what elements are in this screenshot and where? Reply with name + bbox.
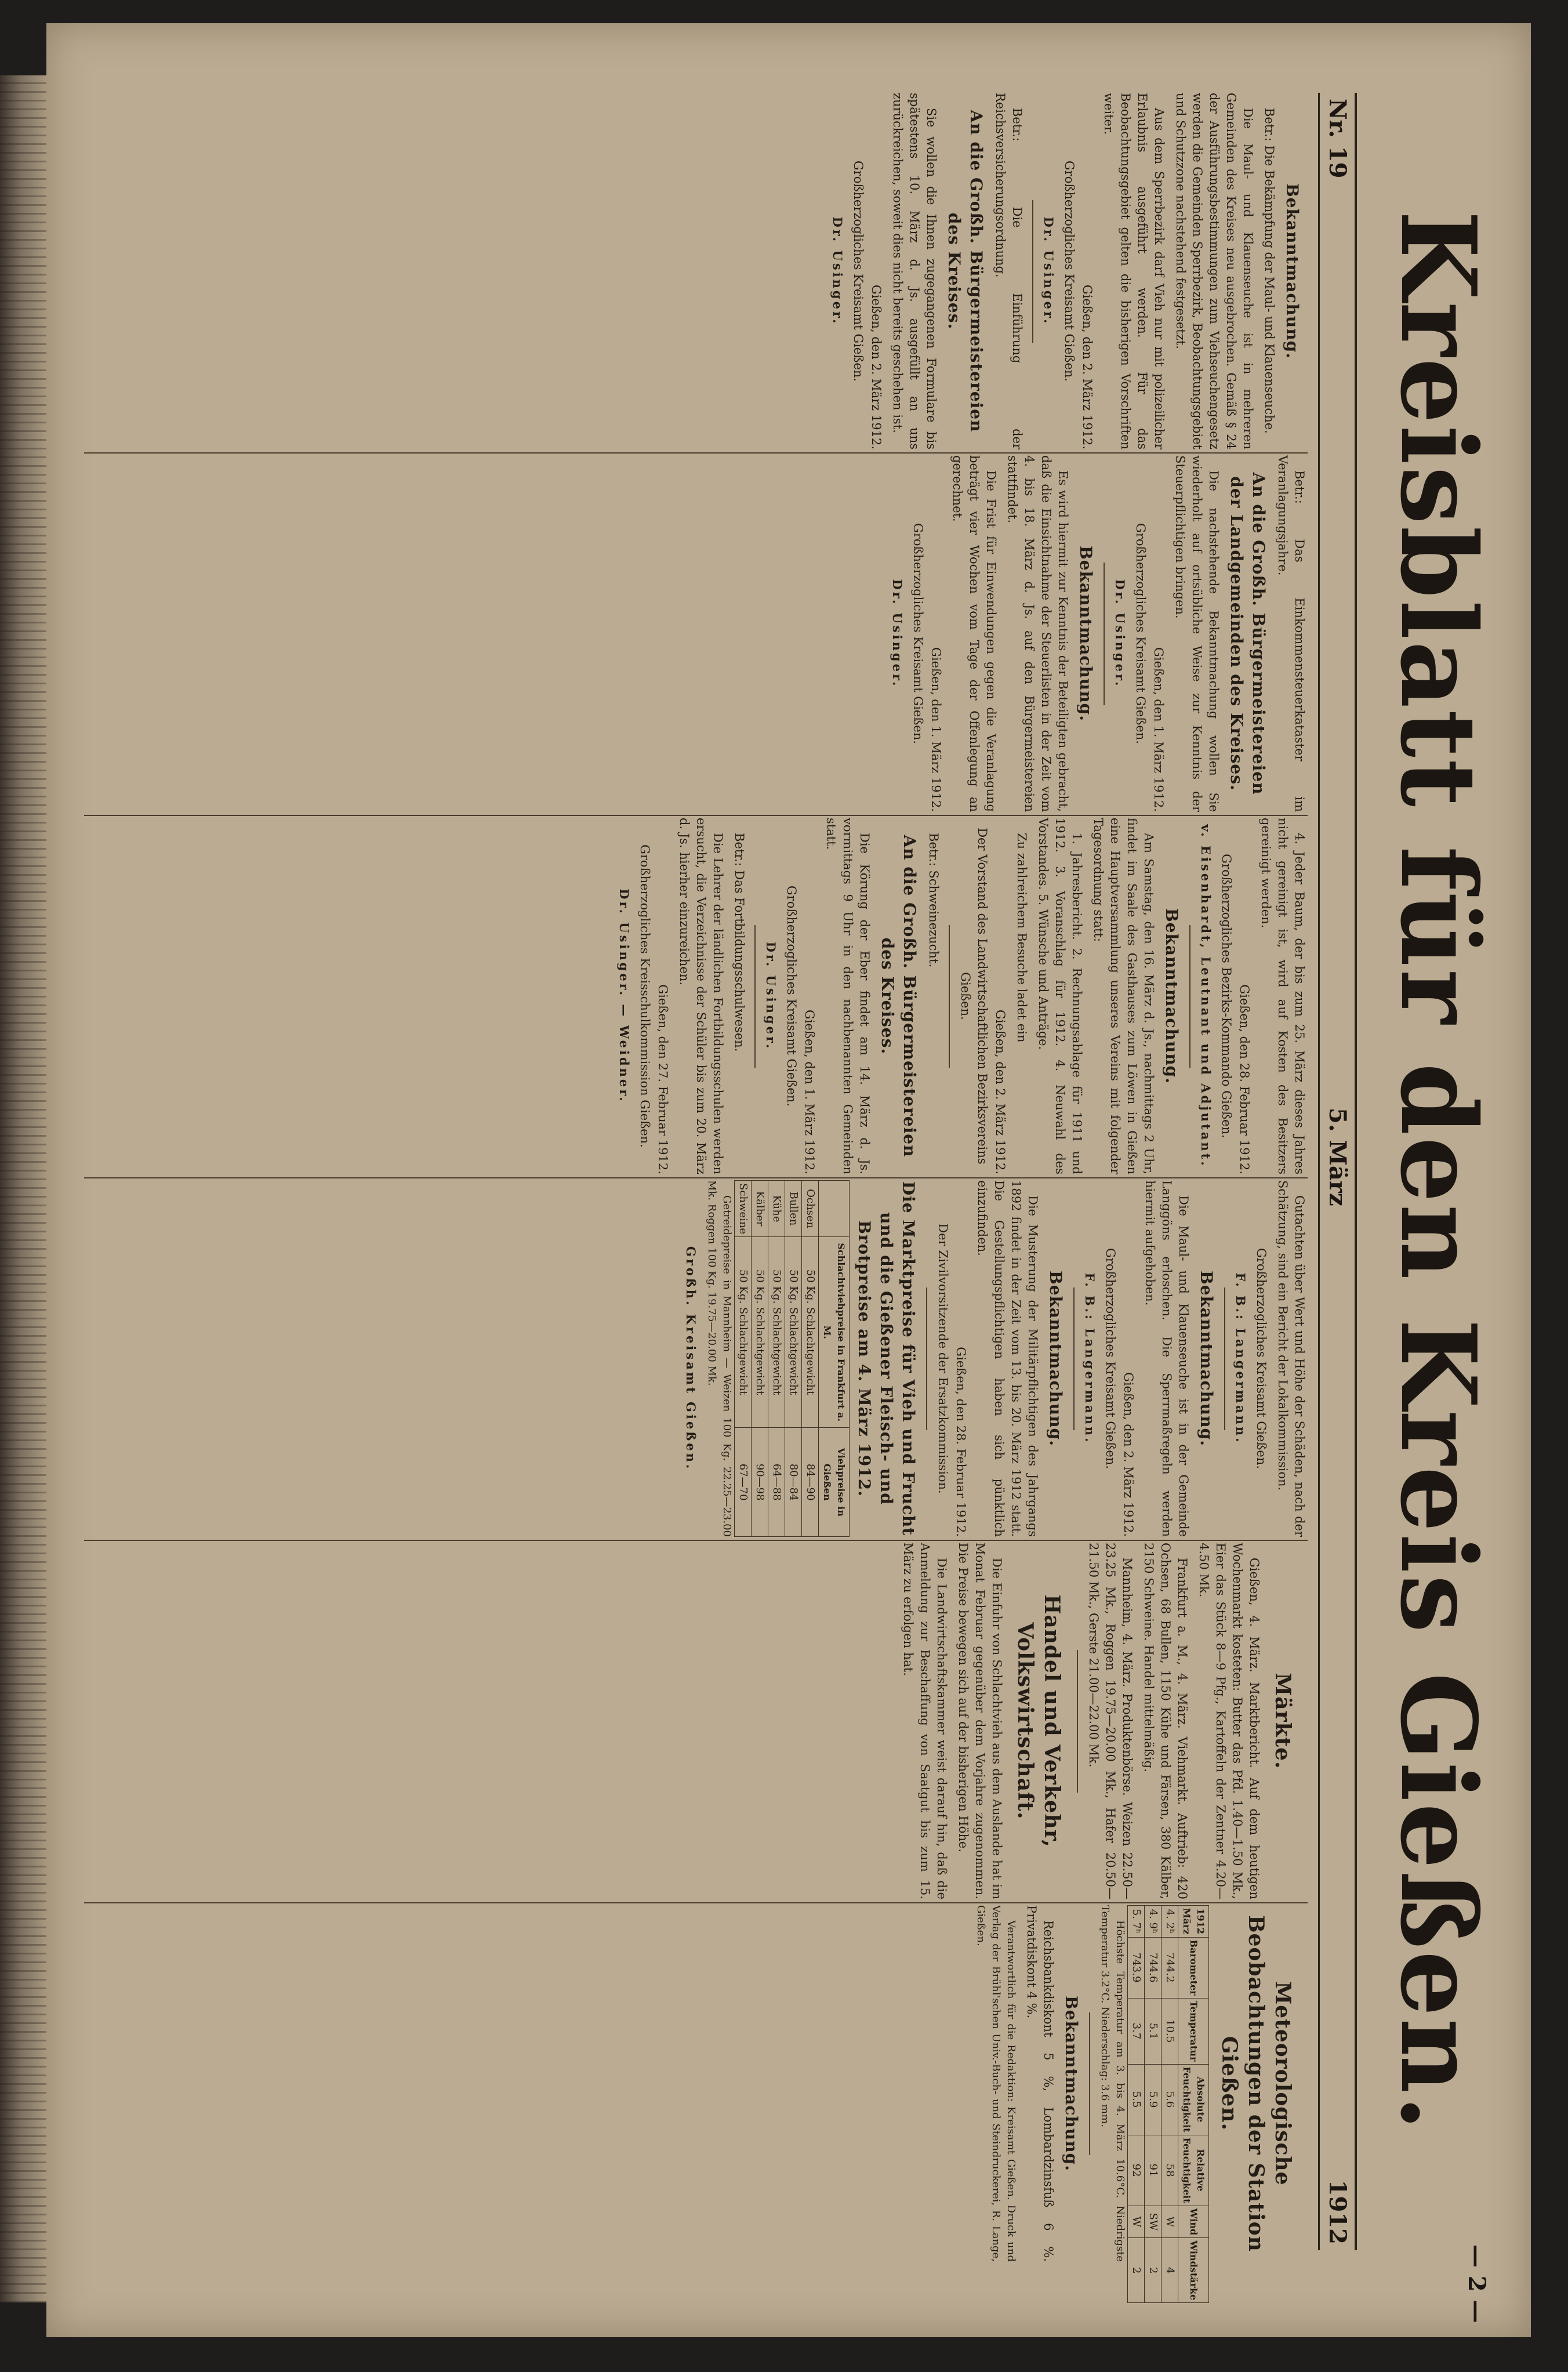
table-row: [752, 1181, 768, 1537]
weather-table-header: Barometer: [1178, 1937, 1209, 1998]
article-paragraph: Die Musterung der Militärpflichtigen des Jahrgangs 1892 findet in der Zeit vom 13. bis 20. März 1912 statt. Die Gestellungspflichtigen haben sich pünktlich einzufinden.: [975, 1180, 1040, 1537]
article-office: Großherzogliches Kreisamt Gießen.: [785, 886, 798, 1107]
issue-date: 5. März: [1324, 1108, 1351, 1206]
article-dateline: Gießen, den 2. März 1912.: [869, 285, 883, 449]
column-3: [84, 818, 1308, 1174]
table-cell: 5.6: [1162, 2064, 1178, 2135]
table-cell: 58: [1162, 2135, 1178, 2206]
article-paragraph: Es wird hiermit zur Kenntnis der Beteiligten gebracht, daß die Einsichtnahme der Steuerlisten in der Zeit vom 4. bis 18. März d. Js. auf den Bürgermeistereien stattfindet.: [1006, 455, 1070, 812]
article-signature: Dr. Usinger.: [890, 579, 905, 688]
column-rule: [84, 452, 1308, 454]
table-cell: 64—88: [768, 1428, 785, 1537]
article-paragraph: Gutachten über Wert und Höhe der Schäden, nach der Schätzung, sind ein Bericht der Lokalkommission.: [1276, 1180, 1306, 1537]
column-rule: [84, 815, 1308, 816]
article-signature: F. B.: Langermann.: [1233, 1272, 1248, 1445]
article-dateline: Gießen, den 2. März 1912.: [993, 1010, 1007, 1174]
article-paragraph: Aus dem Sperrbezirk darf Vieh nur mit polizeilicher Erlaubnis ausgeführt werden. Für das Beobachtungsgebiet gelten die bisherigen Vorschriften weiter.: [1102, 93, 1166, 449]
article-separator: [754, 925, 756, 1068]
article-separator: [1077, 1650, 1078, 1793]
table-cell: 2: [1145, 2238, 1162, 2303]
article-paragraph: Die Körung der Eber findet am 14. März d. Js. vormittags 9 Uhr in den nachbenannten Gemeinden statt.: [824, 818, 872, 1174]
price-table-header: Viehpreise in Gießen: [819, 1428, 850, 1537]
table-row: [1162, 1906, 1178, 2303]
issue-bar: [1318, 93, 1357, 2250]
table-cell: 50 Kg. Schlachtgewicht: [752, 1237, 768, 1428]
grain-prices-note: Getreidepreise in Mannheim — Weizen 100 Kg. 22.25—23.00 Mk. Roggen 100 Kg. 19.75—20.00 Mk.: [706, 1180, 733, 1537]
market-report: Gießen, 4. März. Marktbericht. Auf dem heutigen Wochenmarkt kosteten: Butter das Pfd. 1.40—1.50 Mk., Eier das Stück 8—9 Pfg., Kartoffeln der Zentner 4.20—4.50 Mk.: [1197, 1543, 1261, 1899]
article-signature: Dr. Usinger.: [830, 216, 845, 326]
table-cell: 5.9: [1145, 2064, 1162, 2135]
issue-number: Nr. 19: [1324, 99, 1351, 179]
article-paragraph: 4. Jeder Baum, der bis zum 25. März dieses Jahres nicht gereinigt ist, wird auf Kosten des Besitzers gereinigt werden.: [1259, 818, 1306, 1174]
table-cell: Ochsen: [802, 1181, 819, 1237]
table-cell: 2: [1128, 2238, 1145, 2303]
table-cell: 743.9: [1128, 1937, 1145, 1998]
column-1: [84, 93, 1308, 449]
article-office: Großherzogliches Kreisamt Gießen.: [1062, 161, 1076, 382]
column-5: [84, 1543, 1308, 1899]
table-cell: 84—90: [802, 1428, 819, 1537]
article-paragraph: Die Maul- und Klauenseuche ist in mehreren Gemeinden des Kreises neu ausgebrochen. Gemäß § 24 der Ausführungsbestimmungen zum Viehseuchengesetz werden die Gemeinden Sperrbezirk, Beobachtungsgebiet und Schutzzone nachstehend festgesetzt.: [1174, 93, 1255, 449]
article-dateline: Gießen, den 2. März 1912.: [1121, 1372, 1135, 1537]
table-cell: 50 Kg. Schlachtgewicht: [802, 1237, 819, 1428]
article-separator: [926, 1287, 927, 1430]
markets-heading: Märkte.: [1271, 1673, 1295, 1769]
article-separator: [1032, 200, 1033, 343]
article-heading: Bekanntmachung.: [1076, 546, 1095, 721]
article-dateline: Gießen, den 1. März 1912.: [929, 647, 943, 812]
article-office: Großherzogliches Kreisschulkommission Gießen.: [638, 844, 652, 1148]
article-office: Großherzogliches Bezirks-Kommando Gießen.: [1219, 854, 1233, 1138]
trade-heading: Handel und Verkehr, Volkswirtschaft.: [1013, 1594, 1064, 1848]
weather-table-header: Absolute Feuchtigkeit: [1178, 2064, 1209, 2135]
article-subject: Betr.: Das Einkommensteuerkataster im Veranlagungsjahre.: [1276, 455, 1306, 812]
table-cell: 744.2: [1162, 1937, 1178, 1998]
table-row: [785, 1181, 802, 1537]
table-cell: Schweine: [735, 1181, 752, 1237]
table-row: [768, 1181, 785, 1537]
price-table-header: [819, 1181, 850, 1237]
weather-table-header: Wind: [1178, 2206, 1209, 2238]
column-rule: [84, 1177, 1308, 1178]
weather-table-header: Windstärke: [1178, 2238, 1209, 2303]
article-paragraph: Die Landwirtschaftskammer weist darauf hin, daß die Anmeldung zur Beschaffung von Saatgut bis zum 15. März zu erfolgen hat.: [901, 1543, 949, 1899]
table-cell: 50 Kg. Schlachtgewicht: [785, 1237, 802, 1428]
table-cell: 67—70: [735, 1428, 752, 1537]
article-separator: [1089, 2012, 1090, 2155]
weather-table-header: Temperatur: [1178, 1998, 1209, 2064]
table-cell: Kühe: [768, 1181, 785, 1237]
column-rule: [84, 1540, 1308, 1541]
article-paragraph: Die Frist für Einwendungen gegen die Veranlagung beträgt vier Wochen vom Tage der Offenlegung an gerechnet.: [950, 455, 998, 812]
article-paragraph: Reichsbankdiskont 5 %, Lombardzinsfuß 6 %. Privatdiskont 4 %.: [1025, 1905, 1055, 2262]
article-separator: [949, 925, 950, 1068]
article-separator: [1104, 563, 1105, 705]
article-signature: Dr. Usinger.: [1113, 579, 1127, 688]
weather-heading: Meteorologische Beobachtungen der Station Gießen.: [1217, 1915, 1295, 2252]
column-2: [84, 455, 1308, 812]
article-heading: Bekanntmachung.: [1062, 1996, 1081, 2171]
newspaper-title: Kreisblatt für den Kreis Gießen.: [1378, 210, 1499, 2133]
article-signature: Großh. Kreisamt Gießen.: [684, 1246, 698, 1471]
column-4: [84, 1180, 1308, 1537]
rotated-page-content: [46, 23, 1531, 2337]
article-office: Großherzogliches Kreisamt Gießen.: [851, 161, 865, 382]
article-signature: Dr. Usinger.: [764, 941, 778, 1051]
table-cell: 5. 7ʰ: [1128, 1906, 1145, 1938]
adjacent-page-edge: [0, 75, 46, 2302]
table-row: [1128, 1906, 1145, 2303]
article-dateline: Gießen, den 2. März 1912.: [1080, 285, 1094, 449]
table-row: [1145, 1906, 1162, 2303]
table-cell: 10.5: [1162, 1998, 1178, 2064]
article-office: Großherzogliches Kreisamt Gießen.: [1134, 523, 1148, 744]
table-cell: 50 Kg. Schlachtgewicht: [768, 1237, 785, 1428]
article-heading: Bekanntmachung.: [1046, 1271, 1065, 1446]
agenda-list: 1. Jahresbericht. 2. Rechnungsablage für 1911 und 1912. 3. Voranschlag für 1912. 4. Neuwahl des Vorstandes. 5. Wünsche und Anträge.: [1036, 818, 1084, 1174]
table-cell: Bullen: [785, 1181, 802, 1237]
price-table: [734, 1180, 850, 1537]
article-addressee: An die Großh. Bürgermeistereien des Kreises.: [878, 835, 919, 1158]
table-cell: 50 Kg. Schlachtgewicht: [735, 1237, 752, 1428]
table-cell: SW: [1145, 2206, 1162, 2238]
article-dateline: Gießen, den 1. März 1912.: [1152, 647, 1166, 812]
table-cell: W: [1162, 2206, 1178, 2238]
article-heading: Bekanntmachung.: [1283, 183, 1302, 359]
article-subject: Betr.: Das Fortbildungsschulwesen.: [732, 833, 746, 1052]
article-paragraph: Die nachstehende Bekanntmachung wollen Sie wiederholt auf ortsübliche Weise zur Kenntnis der Steuerpflichtigen bringen.: [1173, 455, 1221, 812]
article-paragraph: Zu zahlreichem Besuche ladet ein: [1015, 833, 1029, 1043]
table-cell: 4. 9ʰ: [1145, 1906, 1162, 1938]
article-subject: Betr.: Schweinezucht.: [927, 833, 941, 968]
article-addressee: An die Großh. Bürgermeistereien des Kreises.: [945, 110, 986, 433]
market-prices-heading: Die Marktpreise für Vieh und Frucht und die Gießener Fleisch- und Brotpreise am 4. März 1912.: [855, 1181, 918, 1536]
weather-table-header: Relative Feuchtigkeit: [1178, 2135, 1209, 2206]
article-dateline: Gießen, den 28. Februar 1912.: [954, 1347, 968, 1537]
article-signature: F. B.: Langermann.: [1083, 1272, 1097, 1445]
article-paragraph: Die Maul- und Klauenseuche ist in der Gemeinde Langgöns erloschen. Die Sperrmaßregeln werden hiermit aufgehoben.: [1143, 1180, 1190, 1537]
price-table-header: Schlachtviehpreise in Frankfurt a. M.: [819, 1237, 850, 1428]
table-cell: 5.5: [1128, 2064, 1145, 2135]
weather-table: [1127, 1905, 1209, 2303]
table-cell: 80—84: [785, 1428, 802, 1537]
article-office: Großherzogliches Kreisamt Gießen.: [1254, 1248, 1268, 1469]
article-dateline: Gießen, den 1. März 1912.: [803, 1010, 816, 1174]
newspaper-page: [46, 23, 1531, 2337]
article-office: Großherzogliches Kreisamt Gießen.: [1104, 1248, 1117, 1469]
table-cell: 744.6: [1145, 1937, 1162, 1998]
article-paragraph: Die Einfuhr von Schlachtvieh aus dem Auslande hat im Monat Februar gegenüber dem Vorjahre zugenommen. Die Preise bewegen sich auf der bisherigen Höhe.: [956, 1543, 1004, 1899]
article-subject: Betr.: Die Bekämpfung der Maul- und Klauenseuche.: [1262, 108, 1276, 434]
article-signature: Dr. Usinger.: [1041, 216, 1056, 326]
table-cell: Kälber: [752, 1181, 768, 1237]
article-signature: Der Vorstand des Landwirtschaftlichen Bezirksvereins Gießen.: [959, 828, 989, 1165]
table-cell: W: [1128, 2206, 1145, 2238]
article-paragraph: Sie wollen die Ihnen zugegangenen Formulare bis spätestens 10. März d. Js. ausgefüllt an uns zurückreichen, soweit dies nicht bereits geschehen ist.: [891, 93, 938, 449]
issue-year: 1912: [1324, 2179, 1351, 2244]
imprint: Verantwortlich für die Redaktion: Kreisamt Gießen. Druck und Verlag der Brühl'schen Univ.-Buch- und Steindruckerei, R. Lange, Gießen.: [975, 1905, 1017, 2262]
article-dateline: Gießen, den 27. Februar 1912.: [656, 984, 670, 1174]
table-row: [802, 1181, 819, 1537]
table-cell: 91: [1145, 2135, 1162, 2206]
article-paragraph: Die Lehrer der ländlichen Fortbildungsschulen werden ersucht, die Verzeichnisse der Schüler bis zum 20. März d. Js. hierher einzureichen.: [677, 818, 725, 1174]
article-signature: v. Eisenhardt, Leutnant und Adjutant.: [1199, 824, 1213, 1168]
article-dateline: Gießen, den 28. Februar 1912.: [1237, 984, 1251, 1174]
table-cell: 3.7: [1128, 1998, 1145, 2064]
article-paragraph: Am Samstag, den 16. März d. Js., nachmittags 2 Uhr, findet im Saale des Gasthauses zum Löwen in Gießen eine Hauptversammlung unseres Vereins mit folgender Tagesordnung statt:: [1091, 818, 1156, 1174]
page-number: — 2 —: [1463, 2244, 1490, 2323]
masthead: [1369, 93, 1508, 2250]
article-heading: Bekanntmachung.: [1162, 908, 1181, 1084]
article-subject: Betr.: Die Einführung der Reichsversicherungsordnung.: [993, 93, 1024, 449]
article-heading: Bekanntmachung.: [1197, 1271, 1216, 1446]
column-rule: [84, 1902, 1308, 1903]
market-report: Frankfurt a. M., 4. März. Viehmarkt. Auftrieb: 420 Ochsen, 68 Bullen, 1150 Kühe und Färsen, 380 Kälber, 2150 Schweine. Handel mittelmäßig.: [1142, 1543, 1189, 1899]
market-report: Mannheim, 4. März. Produktenbörse. Weizen 22.50—23.25 Mk., Roggen 19.75—20.00 Mk., Hafer 20.50—21.50 Mk., Gerste 21.00—22.00 Mk.: [1087, 1543, 1134, 1899]
article-signature: Dr. Usinger. — Weidner.: [617, 888, 631, 1104]
article-separator: [1073, 1287, 1075, 1430]
table-cell: 4: [1162, 2238, 1178, 2303]
table-row: [735, 1181, 752, 1537]
weather-table-header: 1912 März: [1178, 1906, 1209, 1938]
table-cell: 5.1: [1145, 1998, 1162, 2064]
article-separator: [1224, 1287, 1225, 1430]
table-cell: 4. 2ʰ: [1162, 1906, 1178, 1938]
article-addressee: An die Großh. Bürgermeistereien der Landgemeinden des Kreises.: [1227, 472, 1268, 795]
article-office: Großherzogliches Kreisamt Gießen.: [911, 523, 925, 744]
column-6: [84, 1905, 1308, 2301]
table-cell: 90—98: [752, 1428, 768, 1537]
weather-note: Höchste Temperatur am 3. bis 4. März 10.6°C. Niedrigste Temperatur 3.2°C. Niederschlag: 3.6 mm.: [1099, 1905, 1126, 2262]
article-separator: [1189, 925, 1190, 1068]
article-signature: Der Zivilvorsitzende der Ersatzkommission.: [936, 1223, 950, 1494]
table-cell: 92: [1128, 2135, 1145, 2206]
